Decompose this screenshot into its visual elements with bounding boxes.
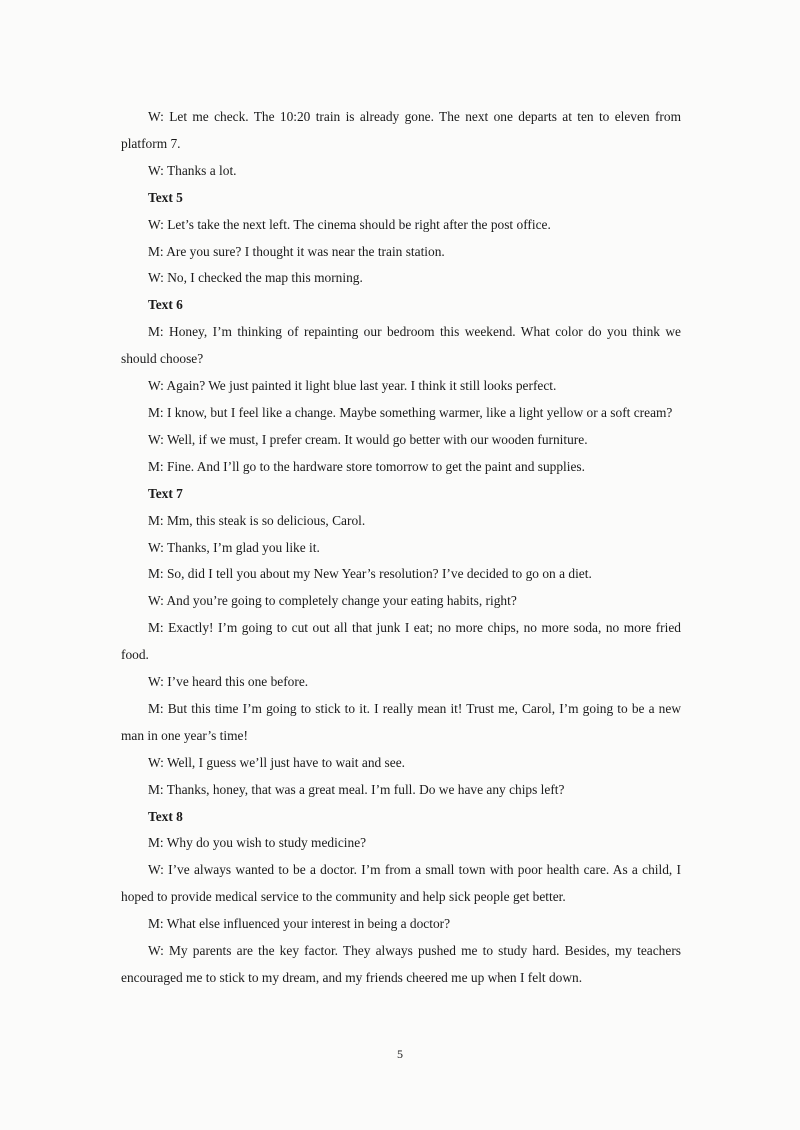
section-heading-text-5: Text 5: [148, 189, 183, 205]
section-heading-text-6: Text 6: [148, 297, 183, 313]
dialogue-line: W: Well, I guess we’ll just have to wait and see.: [148, 754, 405, 770]
dialogue-line: W: Thanks a lot.: [148, 162, 237, 178]
dialogue-line: M: Are you sure? I thought it was near the train station.: [148, 243, 445, 259]
dialogue-line: W: Thanks, I’m glad you like it.: [148, 539, 320, 555]
dialogue-line: M: Exactly! I’m going to cut out all that junk I eat; no more chips, no more soda, no more fried food.: [121, 620, 681, 663]
dialogue-line: M: What else influenced your interest in being a doctor?: [148, 916, 451, 932]
dialogue-line: M: Fine. And I’ll go to the hardware store tomorrow to get the paint and supplies.: [148, 458, 585, 474]
dialogue-line: W: I’ve always wanted to be a doctor. I’m from a small town with poor health care. As a child, I hoped to provide medical service to the community and help sick people get better.: [121, 862, 681, 905]
section-heading-text-8: Text 8: [148, 808, 183, 824]
dialogue-line: W: Again? We just painted it light blue last year. I think it still looks perfect.: [148, 378, 557, 394]
dialogue-line: W: Let’s take the next left. The cinema should be right after the post office.: [148, 216, 551, 232]
dialogue-line: M: Thanks, honey, that was a great meal. I’m full. Do we have any chips left?: [148, 781, 565, 797]
dialogue-line: W: And you’re going to completely change your eating habits, right?: [148, 593, 517, 609]
dialogue-line: M: But this time I’m going to stick to it. I really mean it! Trust me, Carol, I’m going to be a new man in one year’s time!: [121, 700, 681, 743]
dialogue-line: W: I’ve heard this one before.: [148, 674, 309, 690]
page-number: 5: [397, 1047, 403, 1061]
section-heading-text-7: Text 7: [148, 485, 183, 501]
dialogue-line: W: No, I checked the map this morning.: [148, 270, 363, 286]
dialogue-line: M: I know, but I feel like a change. Maybe something warmer, like a light yellow or a soft cream?: [148, 404, 673, 420]
dialogue-line: M: Mm, this steak is so delicious, Carol.: [148, 512, 366, 528]
dialogue-line: W: Let me check. The 10:20 train is already gone. The next one departs at ten to eleven from platform 7.: [121, 109, 681, 151]
dialogue-line: W: My parents are the key factor. They always pushed me to study hard. Besides, my teachers encouraged me to stick to my dream, and my friends cheered me up when I felt down.: [121, 943, 681, 985]
dialogue-line: M: So, did I tell you about my New Year’s resolution? I’ve decided to go on a diet.: [148, 566, 592, 582]
document-body: [121, 104, 681, 992]
dialogue-line: M: Honey, I’m thinking of repainting our bedroom this weekend. What color do you think we should choose?: [121, 324, 681, 367]
dialogue-line: W: Well, if we must, I prefer cream. It would go better with our wooden furniture.: [148, 431, 588, 447]
dialogue-line: M: Why do you wish to study medicine?: [148, 835, 367, 851]
